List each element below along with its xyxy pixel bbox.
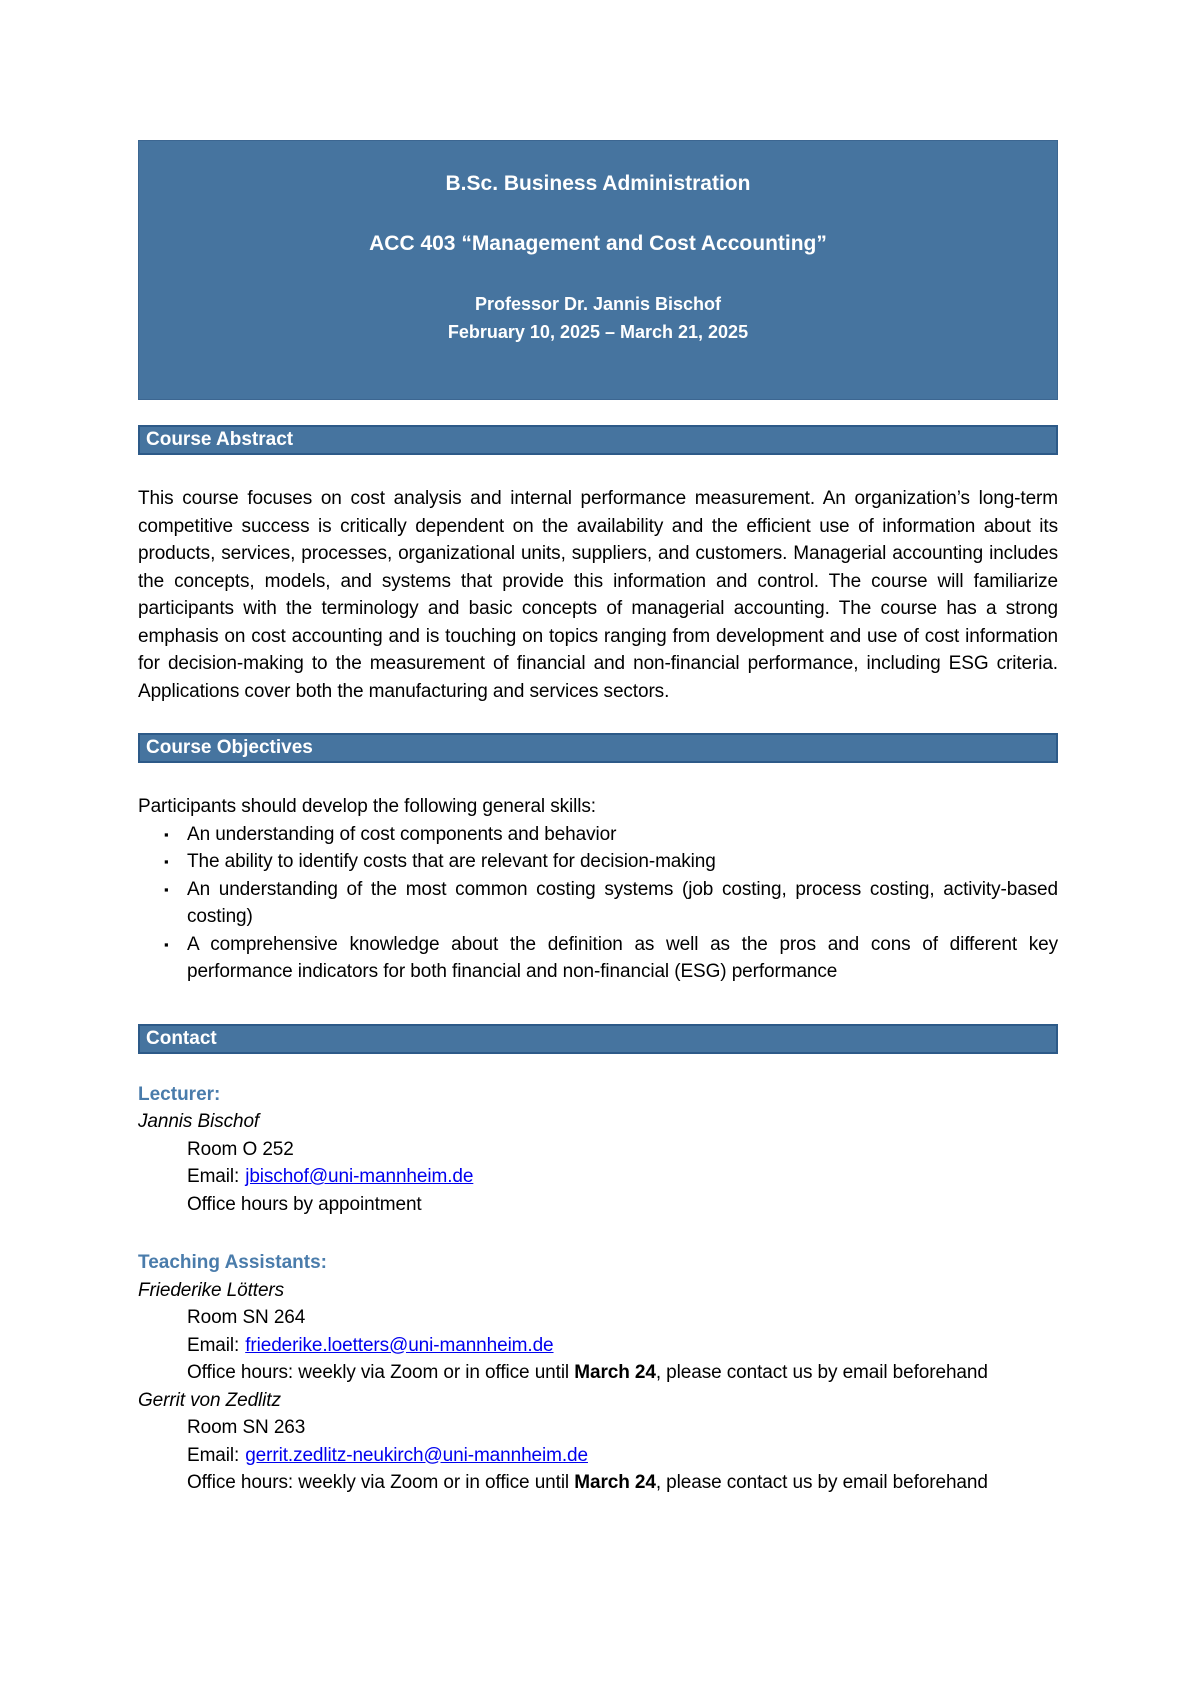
bullet-square-icon: ▪ [164, 936, 169, 952]
list-item [138, 821, 1058, 849]
list-item-text: An understanding of the most common costing systems (job costing, process costing, activity-based costing) [187, 878, 1058, 927]
office-hours-deadline: March 24 [574, 1362, 656, 1383]
banner-spacer [139, 257, 1057, 290]
office-hours-deadline: March 24 [574, 1472, 656, 1493]
lecturer-office-hours: Office hours by appointment [187, 1193, 422, 1215]
office-hours-text: Office hours: weekly via Zoom or in office until [187, 1362, 575, 1383]
list-item-text: The ability to identify costs that are relevant for decision-making [187, 851, 716, 872]
course-abstract-text: This course focuses on cost analysis and internal performance measurement. An organization’s long-term competitive success is critically dependent on the availability and the efficient use of information about its products, services, processes, organizational units, suppliers, and customers. Managerial accounting includes the concepts, models, and systems that provide this information and control. The course will familiarize participants with the terminology and basic concepts of managerial accounting. The course has a strong emphasis on cost accounting and is touching on topics ranging from development and use of cost information for decision-making to the measurement of financial and non-financial performance, including ESG criteria. Applications cover both the manufacturing and services sectors. [138, 488, 1058, 702]
assistant-name: Friederike Lötters [138, 1279, 285, 1301]
lecturer-email-link[interactable]: jbischof@uni-mannheim.de [245, 1166, 474, 1187]
office-hours-text: Office hours: weekly via Zoom or in office until [187, 1472, 575, 1493]
office-hours-text: , please contact us by email beforehand [655, 1472, 988, 1493]
section-header-course-abstract [138, 425, 1058, 455]
assistant-office-hours [138, 1359, 1058, 1387]
bullet-square-icon: ▪ [164, 826, 169, 842]
lecturer-name: Jannis Bischof [138, 1111, 260, 1132]
assistant-room: Room SN 264 [187, 1307, 306, 1328]
banner-spacer [139, 197, 1057, 231]
bullet-square-icon: ▪ [164, 881, 169, 897]
email-label: Email: [187, 1166, 240, 1187]
assistant-office-hours [138, 1469, 1058, 1497]
office-hours-text: , please contact us by email beforehand [655, 1362, 988, 1383]
section-title: Contact [146, 1027, 217, 1049]
section-header-course-objectives [138, 733, 1058, 763]
course-dates: February 10, 2025 – March 21, 2025 [447, 322, 749, 342]
section-title: Course Objectives [146, 737, 313, 758]
list-item [138, 876, 1058, 931]
assistant-email-link[interactable]: gerrit.zedlitz-neukirch@uni-mannheim.de [245, 1444, 588, 1466]
objectives-list [138, 821, 1058, 986]
list-item [138, 931, 1058, 986]
assistant-name: Gerrit von Zedlitz [138, 1389, 281, 1411]
course-title: ACC 403 “Management and Cost Accounting” [369, 232, 827, 255]
section-title: Course Abstract [146, 429, 294, 450]
email-label: Email: [187, 1444, 240, 1466]
assistant-email-line [138, 1442, 1058, 1470]
lecturer-email-line [138, 1163, 1058, 1191]
professor-name: Professor Dr. Jannis Bischof [474, 294, 722, 314]
objectives-intro: Participants should develop the following general skills: [138, 796, 596, 817]
title-banner [138, 140, 1058, 400]
assistant-room: Room SN 263 [187, 1417, 306, 1438]
document-content [138, 0, 1058, 1497]
list-item [138, 848, 1058, 876]
list-item-text: A comprehensive knowledge about the definition as well as the pros and cons of different key performance indicators for both financial and non-financial (ESG) performance [187, 933, 1058, 982]
bullet-square-icon: ▪ [164, 854, 169, 869]
assistant-email-link[interactable]: friederike.loetters@uni-mannheim.de [245, 1334, 554, 1356]
teaching-assistants-heading: Teaching Assistants: [138, 1252, 327, 1273]
lecturer-heading: Lecturer: [138, 1083, 221, 1105]
assistant-email-line [138, 1332, 1058, 1360]
lecturer-room: Room O 252 [187, 1138, 294, 1160]
list-item-text: An understanding of cost components and behavior [187, 823, 617, 845]
section-header-contact [138, 1024, 1058, 1054]
program-title: B.Sc. Business Administration [445, 172, 751, 195]
email-label: Email: [187, 1334, 240, 1356]
